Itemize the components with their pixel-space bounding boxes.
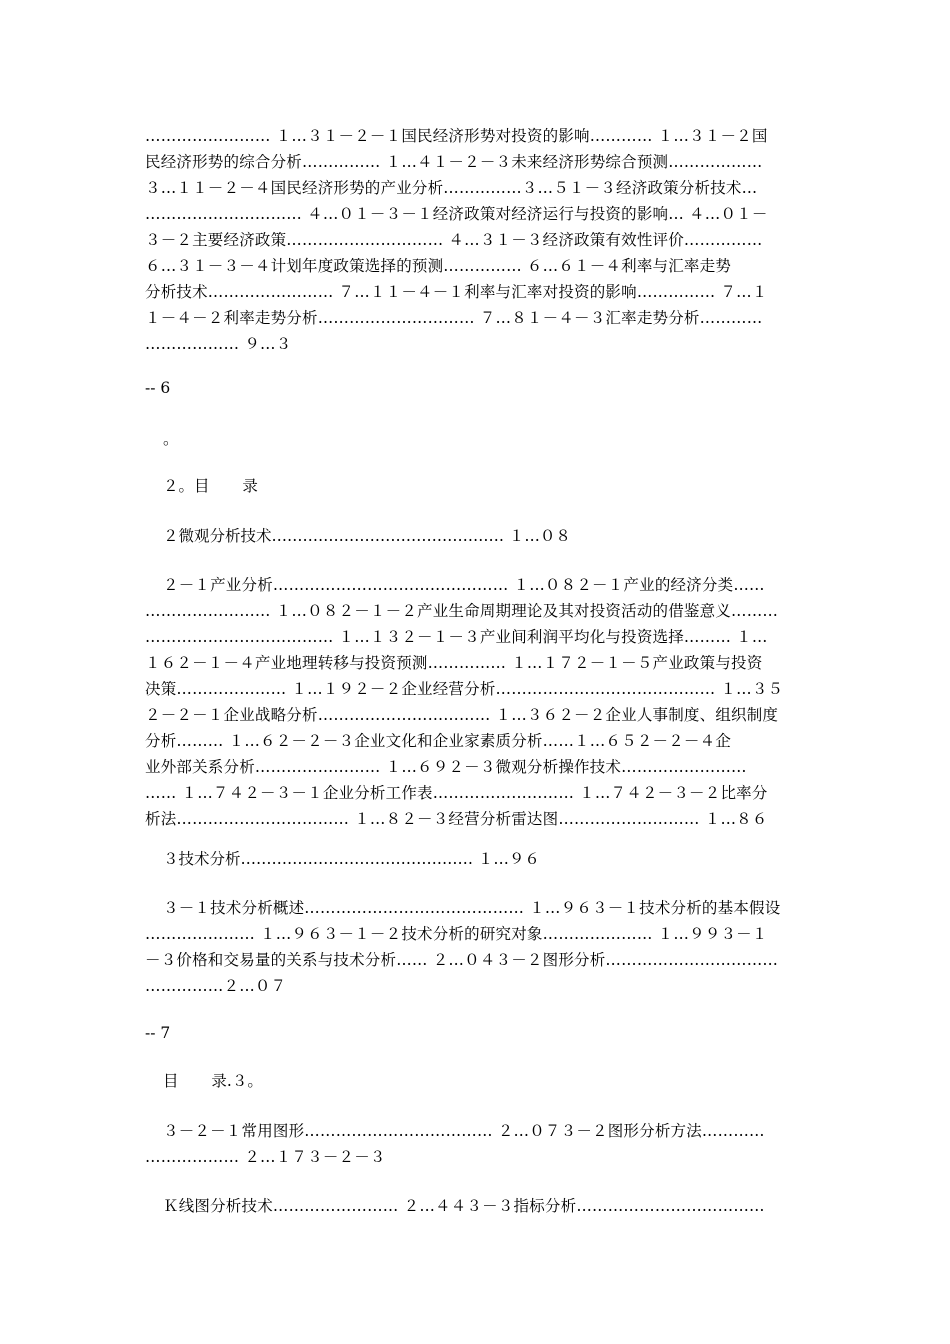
toc-block-economic-analysis xyxy=(145,123,807,357)
toc-line: ３－２－１常用图形……………………………… ２…０７３－２图形分析方法………… xyxy=(163,1122,765,1140)
toc-line: ３－２主要经济政策………………………… ４…３１－３经济政策有效性评价…………… xyxy=(145,231,763,249)
toc-section-title: ３技术分析……………………………………… １…９６ xyxy=(163,850,540,868)
toc-heading: ２。目 录 xyxy=(163,477,258,495)
toc-block-chart-patterns xyxy=(145,1118,807,1170)
toc-line: Ｋ线图分析技术…………………… ２…４４３－３指标分析……………………………… xyxy=(163,1197,765,1215)
toc-block-candlestick xyxy=(145,1193,807,1219)
toc-line: 业外部关系分析…………………… １…６９２－３微观分析操作技术…………………… xyxy=(145,758,747,776)
toc-line: ３－１技术分析概述…………………………………… １…９６３－１技术分析的基本假设 xyxy=(163,899,781,917)
toc-line: 分析……… １…６２－２－３企业文化和企业家素质分析……１…６５２－２－４企 xyxy=(145,732,732,750)
toc-line: ……………… ２…１７３－２－３ xyxy=(145,1148,386,1166)
toc-line: 析法…………………………… １…８２－３经营分析雷达图……………………… １…８６ xyxy=(145,810,768,828)
page-marker: -- 7 xyxy=(145,1024,171,1042)
punctuation-line: 。 xyxy=(163,430,179,448)
toc-line: －３价格和交易量的关系与技术分析…… ２…０４３－２图形分析…………………………… xyxy=(145,951,779,969)
toc-line: 民经济形势的综合分析…………… １…４１－２－３未来经济形势综合预测……………… xyxy=(145,153,763,171)
toc-block-technical-analysis xyxy=(145,895,807,999)
toc-line: ２－１产业分析……………………………………… １…０８２－１产业的经济分类…… xyxy=(163,576,765,594)
toc-line: ３…１１－２－４国民经济形势的产业分析……………３…５１－３经济政策分析技术… xyxy=(145,179,758,197)
toc-line: ………………… １…９６３－１－２技术分析的研究对象………………… １…９９３－１ xyxy=(145,925,768,943)
toc-line: １６２－１－４产业地理转移与投资预测…………… １…１７２－１－５产业政策与投资 xyxy=(145,654,763,672)
toc-block-industry-analysis xyxy=(145,572,807,832)
toc-heading: 目 录.３。 xyxy=(163,1072,263,1090)
toc-line: ……………………………… １…１３２－１－３产业间利润平均化与投资选择……… １… xyxy=(145,628,768,646)
toc-line: 分析技术…………………… ７…１１－４－１利率与汇率对投资的影响…………… ７…１ xyxy=(145,283,768,301)
toc-line: ２－２－１企业战略分析…………………………… １…３６２－２企业人事制度、组织制度 xyxy=(145,706,779,724)
toc-line: ６…３１－３－４计划年度政策选择的预测…………… ６…６１－４利率与汇率走势 xyxy=(145,257,732,275)
toc-line: 决策………………… １…１９２－２企业经营分析…………………………………… １…３５ xyxy=(145,680,784,698)
page-marker: -- 6 xyxy=(145,379,171,397)
toc-line: …………………… １…０８２－１－２产业生命周期理论及其对投资活动的借鉴意义……… xyxy=(145,602,779,620)
toc-line: ……………… ９…３ xyxy=(145,335,292,353)
toc-line: １－４－２利率走势分析………………………… ７…８１－４－３汇率走势分析………… xyxy=(145,309,763,327)
toc-line: ………………………… ４…０１－３－１经济政策对经济运行与投资的影响… ４…０１－ xyxy=(145,205,768,223)
toc-section-title: ２微观分析技术……………………………………… １…０８ xyxy=(163,527,571,545)
toc-line: …………………… １…３１－２－１国民经济形势对投资的影响………… １…３１－２国 xyxy=(145,127,768,145)
toc-line: ……………２…０７ xyxy=(145,977,287,995)
toc-line: …… １…７４２－３－１企业分析工作表……………………… １…７４２－３－２比率分 xyxy=(145,784,768,802)
